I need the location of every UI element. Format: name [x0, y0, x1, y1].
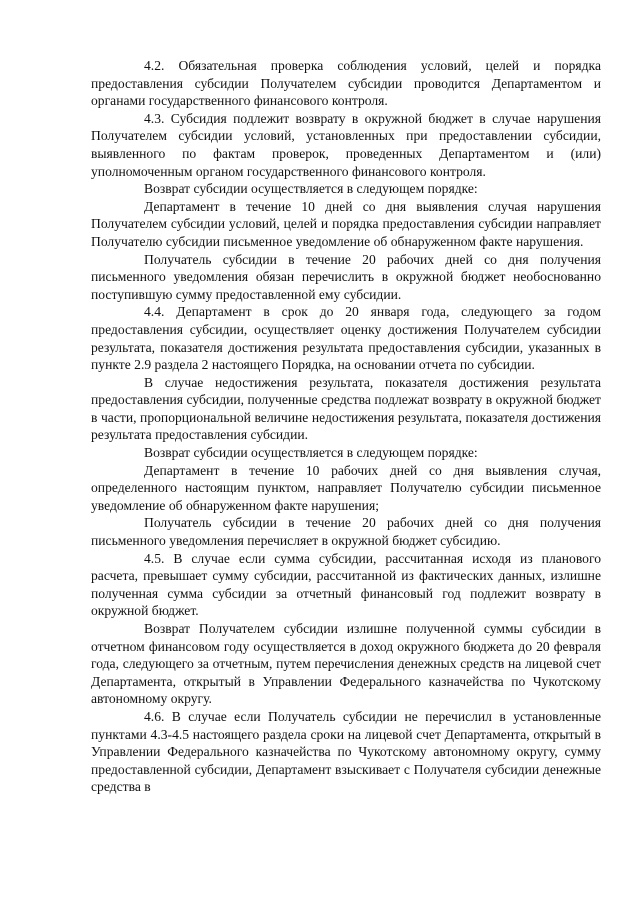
paragraph-4-2: 4.2. Обязательная проверка соблюдения условий, целей и порядка предоставления субсидии Получателем субсидии проводится Департаментом и органами государственного финансового контроля. [91, 58, 601, 109]
paragraph-4-6: 4.6. В случае если Получатель субсидии не перечислил в установленные пунктами 4.3-4.5 настоящего раздела сроки на лицевой счет Департамента, открытый в Управлении Федерального казначейства по Чукотскому автономному округу, сумму предоставленной субсидии, Департамент взыскивает с Получателя субсидии денежные средства в [91, 708, 601, 795]
paragraph-refund-procedure-2: Возврат субсидии осуществляется в следующем порядке: [144, 445, 478, 461]
paragraph-department-notice-2: Департамент в течение 10 рабочих дней со дня выявления случая, определенного настоящим пунктом, направляет Получателю субсидии письменное уведомление об обнаруженном факте нарушения; [91, 462, 601, 513]
paragraph-recipient-transfer: Получатель субсидии в течение 20 рабочих дней со дня получения письменного уведомления обязан перечислить в окружной бюджет необоснованно поступившую сумму предоставленной ему субсидии. [91, 251, 601, 302]
paragraph-4-3: 4.3. Субсидия подлежит возврату в окружной бюджет в случае нарушения Получателем субсидии условий, установленных при предоставлении субсидии, выявленного по фактам проверок, проведенных Департаментом и (или) уполномоченным органом государственного финансового контроля. [91, 110, 601, 179]
paragraph-recipient-transfer-2: Получатель субсидии в течение 20 рабочих дней со дня получения письменного уведомления перечисляет в окружной бюджет субсидию. [91, 515, 601, 549]
paragraph-department-notice: Департамент в течение 10 дней со дня выявления случая нарушения Получателем субсидии условий, целей и порядка предоставления субсидии направляет Получателю субсидии письменное уведомление об обнаруженном факте нарушения. [91, 198, 601, 249]
paragraph-4-5: 4.5. В случае если сумма субсидии, рассчитанная исходя из планового расчета, превышает сумму субсидии, рассчитанной из фактических данных, излишне полученная сумма субсидии за отчетный финансовый год подлежит возврату в окружной бюджет. [91, 550, 601, 619]
paragraph-excess-refund: Возврат Получателем субсидии излишне полученной суммы субсидии в отчетном финансовом году осуществляется в доход окружного бюджета до 20 февраля года, следующего за отчетным, путем перечисления денежных средств на лицевой счет Департамента, открытый в Управлении Федерального казначейства по Чукотскому автономному округу. [91, 621, 601, 707]
paragraph-refund-procedure: Возврат субсидии осуществляется в следующем порядке: [144, 181, 478, 197]
paragraph-4-4: 4.4. Департамент в срок до 20 января года, следующего за годом предоставления субсидии, осуществляет оценку достижения Получателем субсидии результата, показателя достижения результата предоставления субсидии, указанных в пункте 2.9 раздела 2 настоящего Порядка, на основании отчета по субсидии. [91, 304, 601, 373]
paragraph-non-achievement: В случае недостижения результата, показателя достижения результата предоставления субсидии, полученные средства подлежат возврату в окружной бюджет в части, пропорциональной величине недостижения результата, показателя достижения результата предоставления субсидии. [91, 374, 601, 443]
